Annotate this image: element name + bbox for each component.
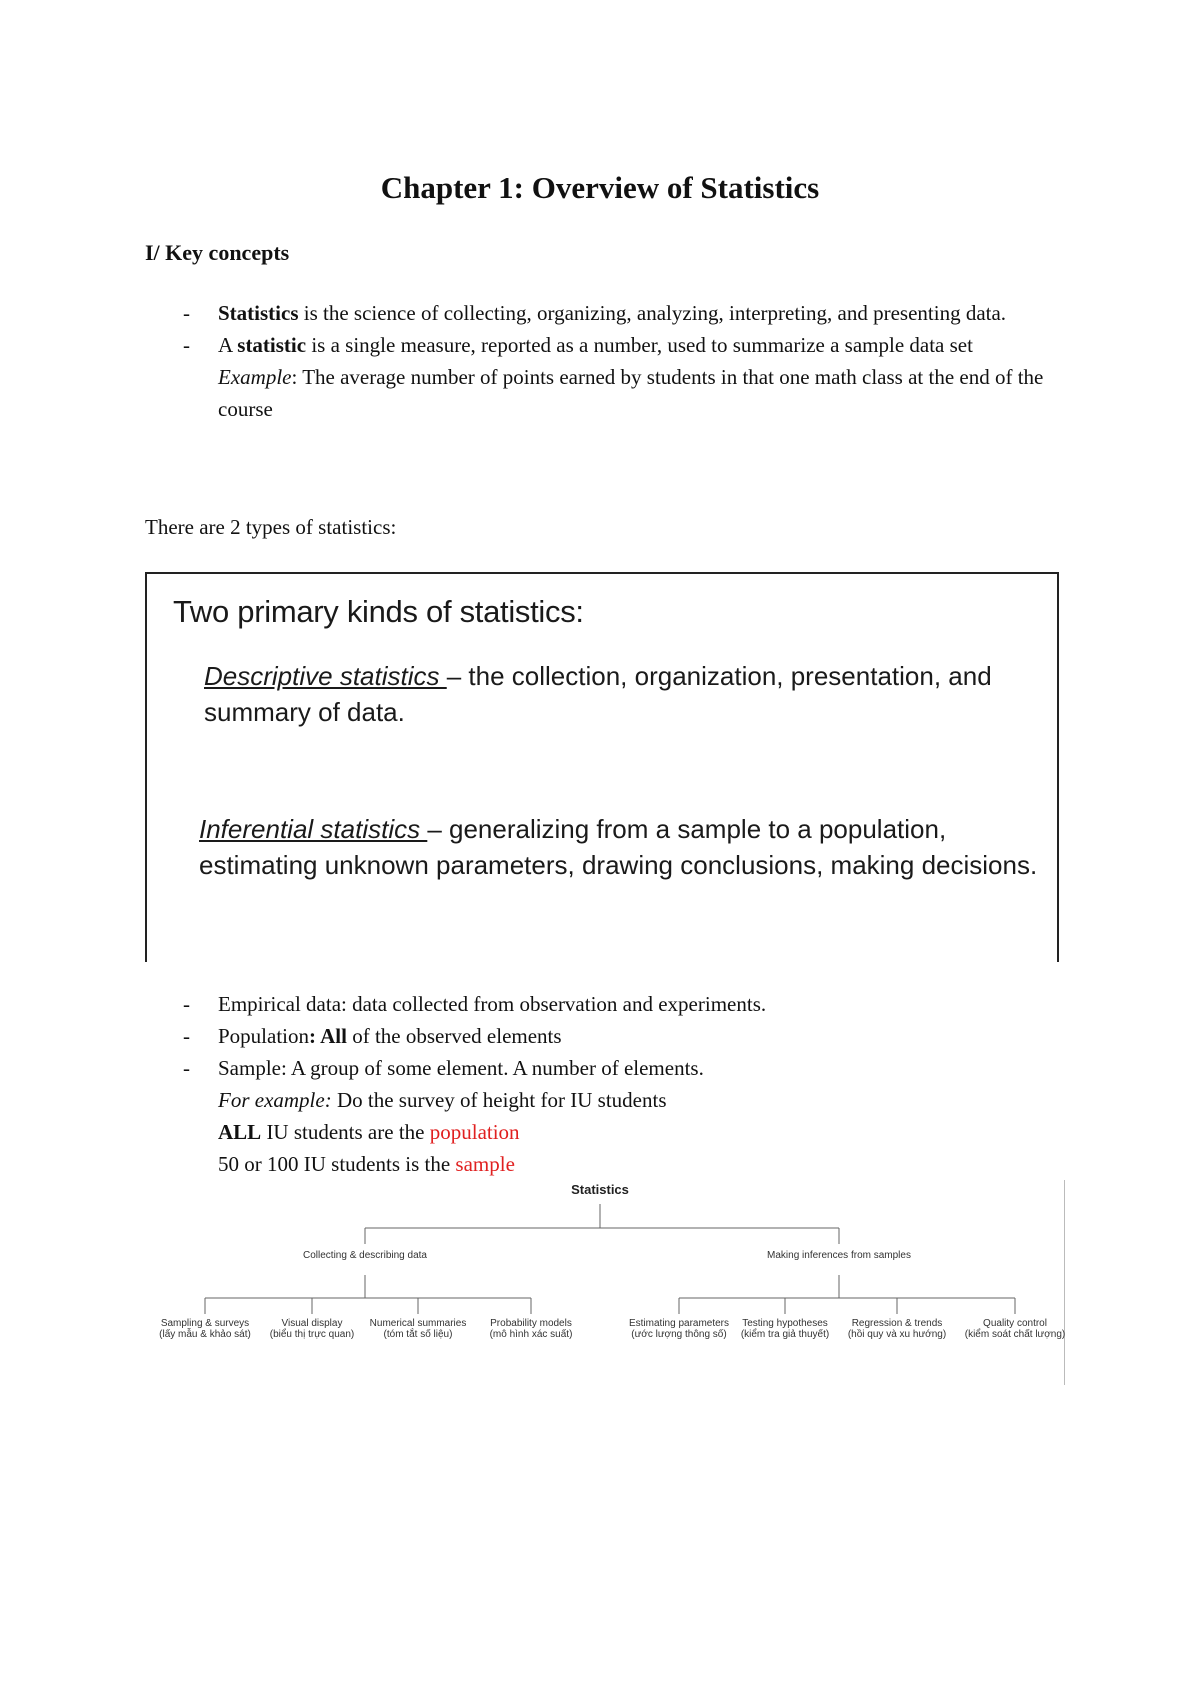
tree-leaf <box>159 1318 251 1340</box>
slide-image <box>145 572 1059 962</box>
list-item <box>183 1020 1053 1052</box>
tree-connectors <box>145 1180 1065 1385</box>
inferential-term: Inferential statistics <box>199 814 428 844</box>
descriptive-definition <box>204 658 1054 730</box>
tree-leaf <box>965 1318 1066 1340</box>
all-label: ALL <box>218 1120 262 1144</box>
population-prefix: Population <box>218 1024 310 1048</box>
inferential-definition <box>199 811 1059 883</box>
leaf-label: Numerical summaries <box>369 1318 467 1329</box>
term-statistics: Statistics <box>218 301 299 325</box>
statistics-tree-diagram <box>145 1180 1065 1385</box>
sample-definition: Sample: A group of some element. A number of elements. <box>218 1056 704 1080</box>
tree-leaf <box>490 1318 573 1340</box>
leaf-translation: (ước lượng thông số) <box>631 1329 727 1340</box>
types-intro: There are 2 types of statistics: <box>145 515 397 539</box>
sample-line: 50 or 100 IU students is the <box>218 1152 456 1176</box>
tree-leaf <box>741 1318 829 1340</box>
leaf-translation: (lấy mẫu & khảo sát) <box>159 1329 251 1340</box>
tree-leaf <box>848 1318 946 1340</box>
leaf-translation: (tóm tắt số liệu) <box>383 1329 453 1340</box>
population-all: All <box>316 1024 347 1048</box>
leaf-label: Probability models <box>490 1318 572 1329</box>
prefix-text: A <box>218 333 238 357</box>
tree-leaf <box>370 1318 467 1340</box>
leaf-translation: (hồi quy và xu hướng) <box>847 1329 947 1340</box>
definition-text: is a single measure, reported as a number, used to summarize a sample data set <box>306 333 973 357</box>
descriptive-text: – the collection, organization, presentation, and summary of data. <box>204 661 992 727</box>
tree-left-branch: Collecting & describing data <box>303 1250 427 1261</box>
tree-leaf <box>270 1318 355 1340</box>
leaf-label: Testing hypotheses <box>742 1318 828 1329</box>
all-rest: IU students are the <box>261 1120 430 1144</box>
leaf-translation: (kiểm soát chất lượng) <box>964 1329 1066 1340</box>
terms-list <box>183 988 1053 1180</box>
leaf-translation: (kiểm tra giả thuyết) <box>740 1329 830 1340</box>
inferential-text: – generalizing from a sample to a population, estimating unknown parameters, drawing conclusions, making decisions. <box>199 814 1038 880</box>
list-item <box>183 1052 1053 1180</box>
list-item <box>183 297 1053 329</box>
definition-text: is the science of collecting, organizing, analyzing, interpreting, and presenting data. <box>298 301 1007 325</box>
leaf-translation: (biểu thị trực quan) <box>269 1329 355 1340</box>
leaf-label: Visual display <box>281 1318 343 1329</box>
list-item: - Empirical data: data collected from observation and experiments. <box>183 988 1053 1020</box>
page-title: Chapter 1: Overview of Statistics <box>380 170 820 205</box>
population-word: population <box>429 1120 520 1144</box>
population-colon: : <box>309 1024 317 1048</box>
sample-word: sample <box>455 1152 515 1176</box>
for-example-label: For example: <box>218 1088 332 1112</box>
term-statistic: statistic <box>237 333 307 357</box>
population-rest: of the observed elements <box>346 1024 562 1048</box>
leaf-translation: (mô hình xác suất) <box>489 1329 573 1340</box>
tree-leaf <box>629 1318 729 1340</box>
tree-root: Statistics <box>571 1182 629 1197</box>
list-item <box>183 329 1053 425</box>
section-heading: I/ Key concepts <box>145 240 290 265</box>
leaf-label: Estimating parameters <box>628 1318 730 1329</box>
key-concepts-list <box>183 297 1053 425</box>
example-label: Example <box>218 365 292 389</box>
for-example-text: Do the survey of height for IU students <box>331 1088 667 1112</box>
tree-right-branch: Making inferences from samples <box>767 1250 911 1261</box>
slide-title: Two primary kinds of statistics: <box>173 594 584 629</box>
leaf-label: Regression & trends <box>851 1318 943 1329</box>
example-text: : The average number of points earned by students in that one math class at the end of the course <box>218 365 1044 421</box>
descriptive-term: Descriptive statistics <box>204 661 447 691</box>
leaf-label: Sampling & surveys <box>160 1318 250 1329</box>
leaf-label: Quality control <box>983 1318 1047 1329</box>
